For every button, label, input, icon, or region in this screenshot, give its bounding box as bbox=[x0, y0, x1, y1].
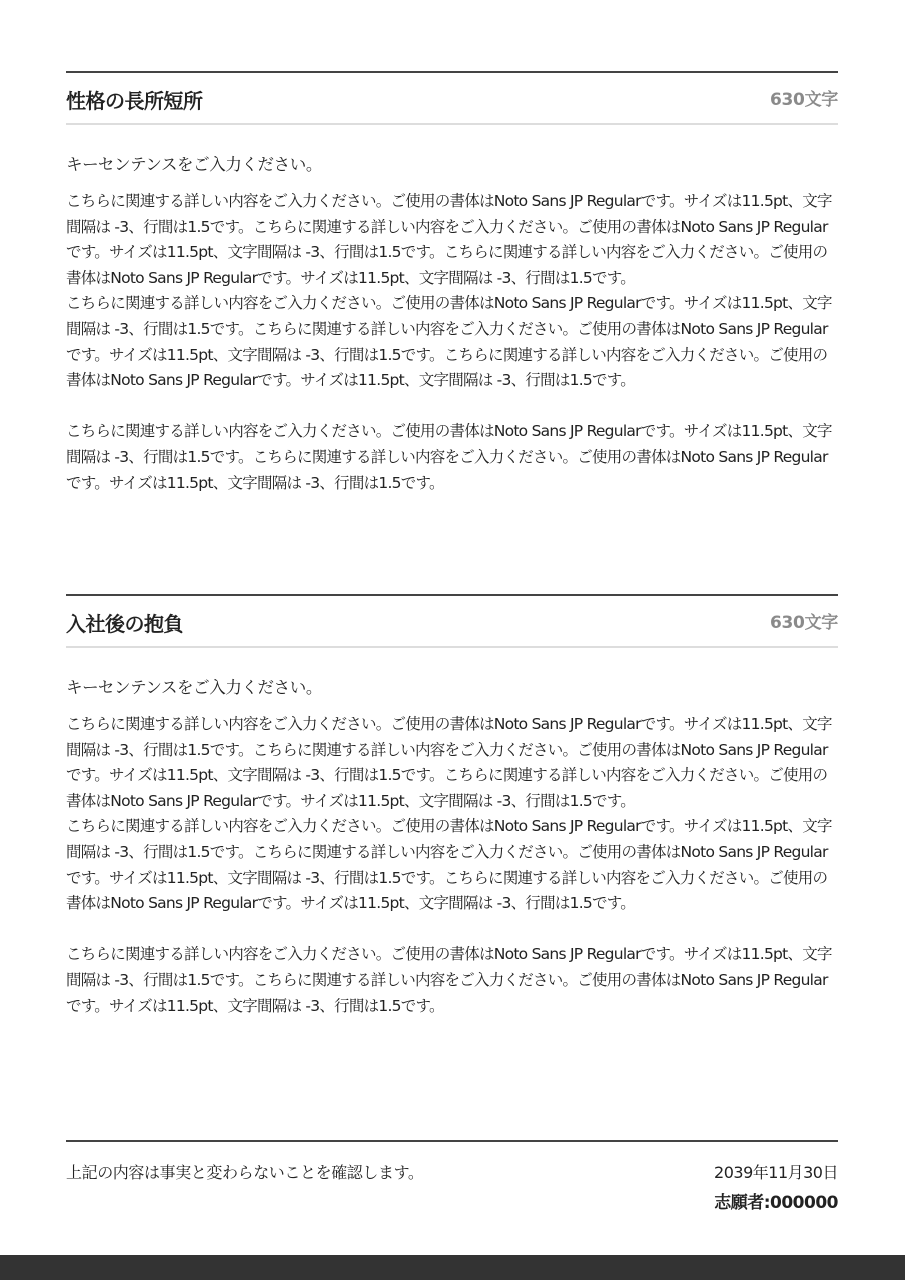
section-title: 入社後の抱負 bbox=[66, 611, 183, 636]
section-title: 性格の長所短所 bbox=[66, 88, 203, 113]
body-paragraph: こちらに関連する詳しい内容をご入力ください。ご使用の書体はNoto Sans JP Regularです。サイズは11.5pt、文字間隔は -3、行間は1.5です。こちらに関連する詳しい内容をご入力ください。ご使用の書体はNoto Sans JP Regularです。サイズは11.5pt、文字間隔は -3、行間は1.5です。 bbox=[66, 422, 832, 492]
character-count: 630文字 bbox=[770, 612, 838, 633]
body-paragraph: こちらに関連する詳しい内容をご入力ください。ご使用の書体はNoto Sans JP Regularです。サイズは11.5pt、文字間隔は -3、行間は1.5です。こちらに関連する詳しい内容をご入力ください。ご使用の書体はNoto Sans JP Regularです。サイズは11.5pt、文字間隔は -3、行間は1.5です。こちらに関連する詳しい内容をご入力ください。ご使用の書体はNoto Sans JP Regularです。サイズは11.5pt、文字間隔は -3、行間は1.5です。 bbox=[66, 294, 832, 390]
bottom-bar bbox=[0, 1255, 905, 1280]
body-paragraph: こちらに関連する詳しい内容をご入力ください。ご使用の書体はNoto Sans JP Regularです。サイズは11.5pt、文字間隔は -3、行間は1.5です。こちらに関連する詳しい内容をご入力ください。ご使用の書体はNoto Sans JP Regularです。サイズは11.5pt、文字間隔は -3、行間は1.5です。 bbox=[66, 945, 832, 1015]
confirmation-statement: 上記の内容は事実と変わらないことを確認します。 bbox=[66, 1163, 424, 1182]
body-paragraph: こちらに関連する詳しい内容をご入力ください。ご使用の書体はNoto Sans JP Regularです。サイズは11.5pt、文字間隔は -3、行間は1.5です。こちらに関連する詳しい内容をご入力ください。ご使用の書体はNoto Sans JP Regularです。サイズは11.5pt、文字間隔は -3、行間は1.5です。こちらに関連する詳しい内容をご入力ください。ご使用の書体はNoto Sans JP Regularです。サイズは11.5pt、文字間隔は -3、行間は1.5です。 bbox=[66, 192, 832, 287]
section-header bbox=[66, 73, 838, 125]
applicant-id: 志願者:000000 bbox=[714, 1193, 838, 1213]
character-count: 630文字 bbox=[770, 89, 838, 110]
signing-date: 2039年11月30日 bbox=[714, 1163, 838, 1182]
footer-rule bbox=[66, 1140, 838, 1142]
body-paragraph: こちらに関連する詳しい内容をご入力ください。ご使用の書体はNoto Sans JP Regularです。サイズは11.5pt、文字間隔は -3、行間は1.5です。こちらに関連する詳しい内容をご入力ください。ご使用の書体はNoto Sans JP Regularです。サイズは11.5pt、文字間隔は -3、行間は1.5です。こちらに関連する詳しい内容をご入力ください。ご使用の書体はNoto Sans JP Regularです。サイズは11.5pt、文字間隔は -3、行間は1.5です。 bbox=[66, 715, 832, 810]
section-strengths-weaknesses bbox=[66, 71, 838, 496]
footer bbox=[66, 1140, 838, 1213]
key-sentence: キーセンテンスをご入力ください。 bbox=[66, 155, 322, 174]
section-header bbox=[66, 596, 838, 648]
section-aspirations bbox=[66, 594, 838, 1019]
key-sentence: キーセンテンスをご入力ください。 bbox=[66, 678, 322, 697]
body-paragraph: こちらに関連する詳しい内容をご入力ください。ご使用の書体はNoto Sans JP Regularです。サイズは11.5pt、文字間隔は -3、行間は1.5です。こちらに関連する詳しい内容をご入力ください。ご使用の書体はNoto Sans JP Regularです。サイズは11.5pt、文字間隔は -3、行間は1.5です。こちらに関連する詳しい内容をご入力ください。ご使用の書体はNoto Sans JP Regularです。サイズは11.5pt、文字間隔は -3、行間は1.5です。 bbox=[66, 817, 832, 913]
